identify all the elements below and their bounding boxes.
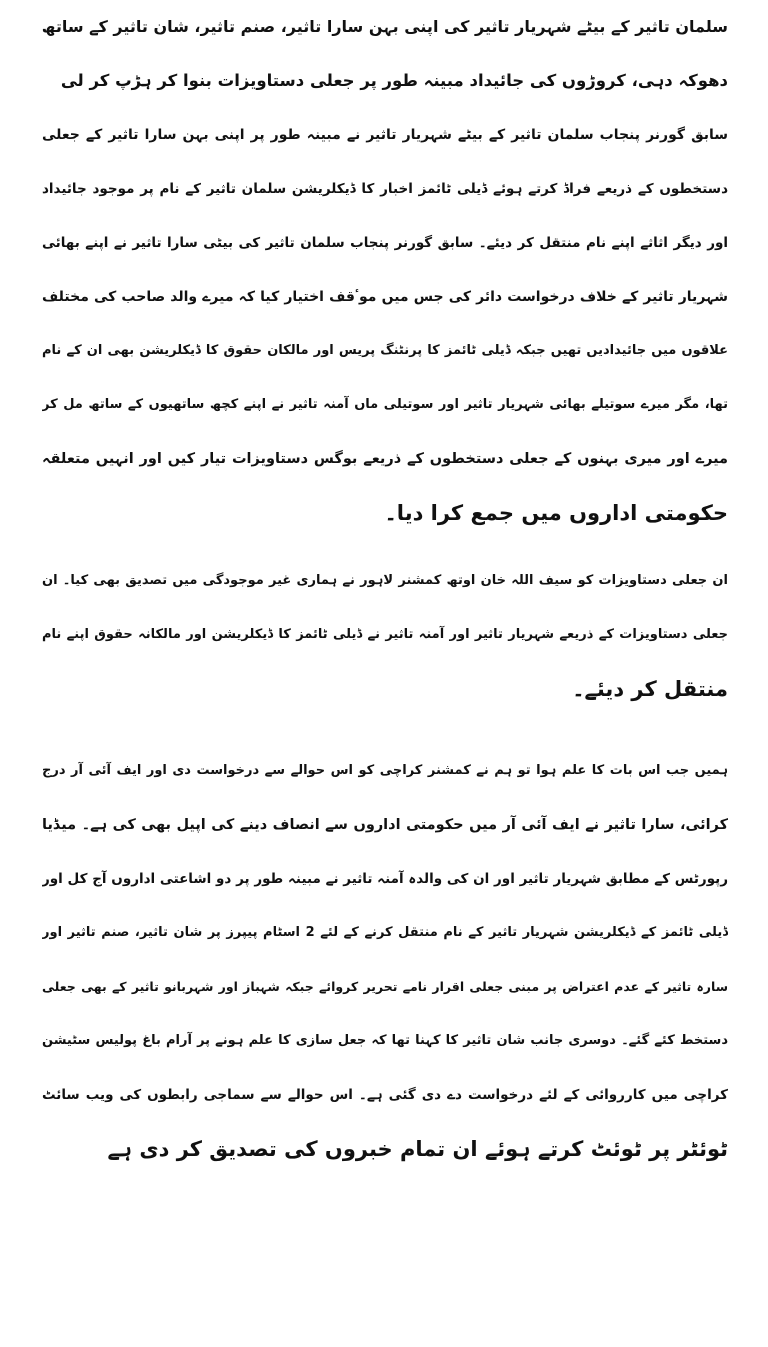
headline-line: دھوکہ دہی، کروڑوں کی جائیداد مبینہ طور پر جعلی دستاویزات بنوا کر ہڑپ کر لی bbox=[60, 71, 728, 90]
paragraph-line: علاقوں میں جائیدادیں تھیں جبکہ ڈیلی ٹائمز کا پرنٹنگ پریس اور مالکان حقوق کا ڈیکلریشن بھی ان کے نام bbox=[42, 343, 728, 358]
paragraph-line: اور دیگر اثاثے اپنے نام منتقل کر دیئے۔ سابق گورنر پنجاب سلمان تاثیر کی بیٹی سارا تاثیر نے اپنے بھائی bbox=[42, 235, 728, 251]
paragraph-line: تھا، مگر میرے سوتیلے بھائی شہریار تاثیر اور سوتیلی ماں آمنہ تاثیر نے اپنے کچھ ساتھیوں کے ساتھ مل کر bbox=[42, 397, 728, 412]
paragraph-line: دستخط کئے گئے۔ دوسری جانب شان تاثیر کا کہنا تھا کہ جعل سازی کا علم ہونے پر آرام باغ پولیس سٹیشن bbox=[42, 1033, 728, 1048]
paragraph-line: شہریار تاثیر کے خلاف درخواست دائر کی جس میں موٴقف اختیار کیا کہ میرے والد صاحب کی مختلف bbox=[42, 289, 728, 305]
paragraph-line: دستخطوں کے ذریعے فراڈ کرتے ہوئے ڈیلی ٹائمز اخبار کا ڈیکلریشن سلمان تاثیر کے نام پر موجود جائیداد bbox=[42, 181, 728, 197]
article-paragraph bbox=[42, 108, 728, 540]
article-paragraph bbox=[42, 554, 728, 716]
paragraph-line: حکومتی اداروں میں جمع کرا دیا۔ bbox=[384, 501, 728, 525]
paragraph-line: منتقل کر دیئے۔ bbox=[572, 677, 728, 701]
paragraph-line: رپورٹس کے مطابق شہریار تاثیر اور ان کی والدہ آمنہ تاثیر نے مبینہ طور پر دو اشاعتی اداروں آج کل اور bbox=[42, 871, 728, 887]
paragraph-line: ان جعلی دستاویزات کو سیف اللہ خان اوتھ کمشنر لاہور نے ہماری غیر موجودگی میں تصدیق بھی کیا۔ ان bbox=[42, 573, 728, 588]
paragraph-spacer bbox=[42, 716, 728, 744]
headline-line: سلمان تاثیر کے بیٹے شہریار تاثیر کی اپنی بہن سارا تاثیر، صنم تاثیر، شان تاثیر کے ساتھ bbox=[42, 17, 728, 36]
paragraph-line: ہمیں جب اس بات کا علم ہوا تو ہم نے کمشنر کراچی کو اس حوالے سے درخواست دی اور ایف آئی آر درج bbox=[42, 763, 728, 778]
paragraph-line: کراچی میں کارروائی کے لئے درخواست دے دی گئی ہے۔ اس حوالے سے سماجی رابطوں کی ویب سائٹ bbox=[42, 1087, 728, 1103]
paragraph-line: سارہ تاثیر کے عدم اعتراض پر مبنی جعلی اقرار نامے تحریر کروائے جبکہ شہباز اور شہربانو تاثیر کے بھی جعلی bbox=[42, 979, 728, 994]
article-paragraph bbox=[42, 744, 728, 1176]
paragraph-line: سابق گورنر پنجاب سلمان تاثیر کے بیٹے شہریار تاثیر نے مبینہ طور پر اپنی بہن سارا تاثیر کے جعلی bbox=[42, 127, 728, 143]
article-headline bbox=[42, 0, 728, 108]
paragraph-line: ٹوئٹر پر ٹوئٹ کرتے ہوئے ان تمام خبروں کی تصدیق کر دی ہے bbox=[107, 1137, 728, 1161]
paragraph-line: کرائی، سارا تاثیر نے ایف آئی آر میں حکومتی اداروں سے انصاف دینے کی اپیل بھی کی ہے۔ میڈیا bbox=[42, 817, 728, 833]
paragraph-line: جعلی دستاویزات کے ذریعے شہریار تاثیر اور آمنہ تاثیر نے ڈیلی ٹائمز کا ڈیکلریشن اور مالکانہ حقوق اپنے نام bbox=[42, 627, 728, 642]
paragraph-line: میرے اور میری بہنوں کے جعلی دستخطوں کے ذریعے بوگس دستاویزات تیار کیں اور انہیں متعلقہ bbox=[42, 451, 728, 467]
paragraph-line: ڈیلی ٹائمز کے ڈیکلریشن شہریار تاثیر کے نام منتقل کرنے کے لئے 2 اسٹام پیپرز پر شان تاثیر، صنم تاثیر اور bbox=[42, 925, 728, 940]
paragraph-spacer bbox=[42, 540, 728, 554]
